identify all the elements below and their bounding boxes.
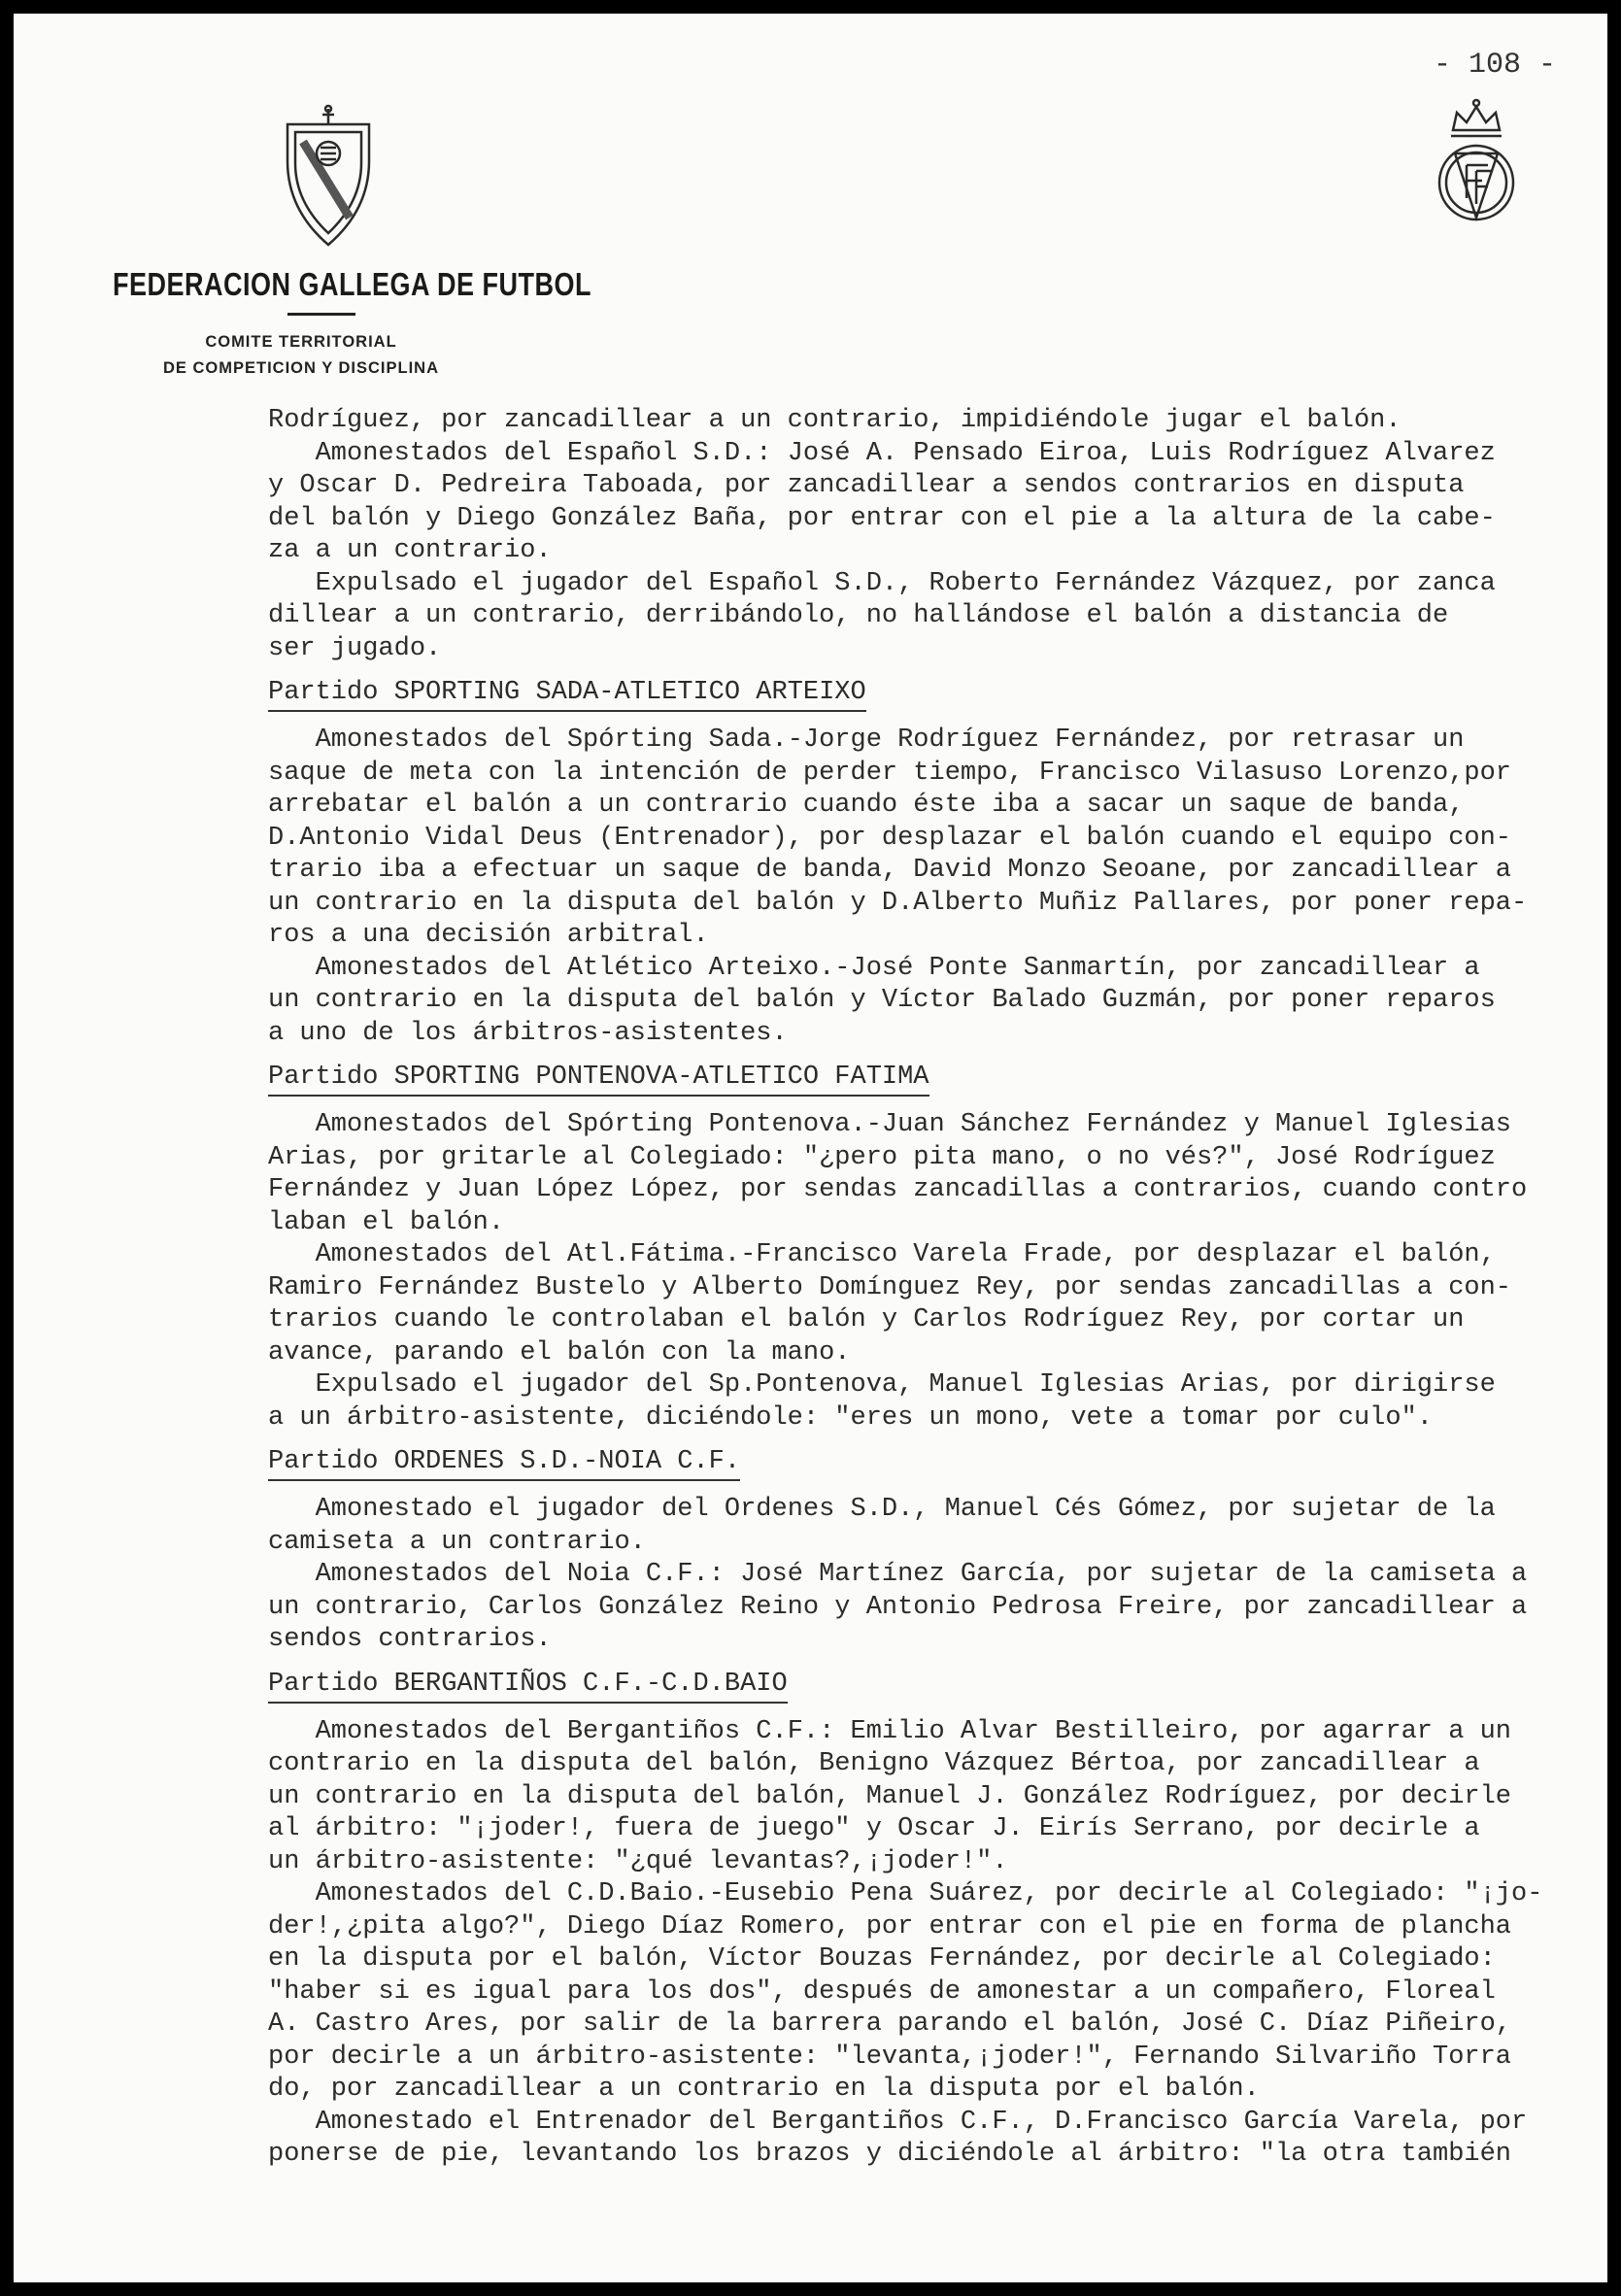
match-heading-bergantinos-baio: Partido BERGANTIÑOS C.F.-C.D.BAIO — [268, 1669, 788, 1704]
paragraph: Amonestados del Noia C.F.: José Martínez García, por sujetar de la camiseta a un contrario, Carlos González Reino y Antonio Pedrosa Freire, por zancadillear a sendos contrarios. — [268, 1560, 1528, 1654]
paragraph: Amonestado el Entrenador del Bergantiños C.F., D.Francisco García Varela, por ponerse de pie, levantando los brazos y diciéndole al árbitro: "la otra también — [268, 2107, 1528, 2169]
paragraph: Amonestado el jugador del Ordenes S.D., Manuel Cés Gómez, por sujetar de la camiseta a un contrario. — [268, 1495, 1496, 1557]
committee-line-2: DE COMPETICION Y DISCIPLINA — [162, 359, 439, 377]
document-body — [268, 405, 1589, 2172]
paragraph: Amonestados del Bergantiños C.F.: Emilio Alvar Bestilleiro, por agarrar a un contrario en la disputa del balón, Benigno Vázquez Bértoa, por zancadillear a un contrario en la disputa del balón, Manuel J. González Rodríguez, por decirle al árbitro: "¡joder!, fuera de juego" y Oscar J. Eirís Serrano, por decirle a un árbitro-asistente: "¿qué levantas?,¡joder!". — [268, 1716, 1512, 1876]
federation-title: FEDERACION GALLEGA DE FUTBOL — [113, 266, 591, 303]
paragraph: Amonestados del Atl.Fátima.-Francisco Varela Frade, por desplazar el balón, Ramiro Fernández Bustelo y Alberto Domínguez Rey, por sendas zancadillas a con- trarios cuando le controlaban el balón y Carlos Rodríguez Rey, por cortar un avance, parando el balón con la mano. — [268, 1240, 1512, 1367]
page-number: - 108 - — [1434, 49, 1557, 82]
paragraph: Amonestados del Español S.D.: José A. Pensado Eiroa, Luis Rodríguez Alvarez y Oscar D. Pedreira Taboada, por zancadillear a sendos contrarios en disputa del balón y Diego González Baña, por entrar con el pie a la altura de la cabe- za a un contrario. — [268, 438, 1496, 565]
title-divider — [287, 313, 355, 316]
paragraph: Amonestados del C.D.Baio.-Eusebio Pena Suárez, por decirle al Colegiado: "¡jo- der!,¿pita algo?", Diego Díaz Romero, por entrar con el pie en forma de plancha en la disputa por el balón, Víctor Bouzas Fernández, por decirle al Colegiado: "haber si es igual para los dos", después de amonestar a un compañero, Floreal A. Castro Ares, por salir de la barrera parando el balón, José C. Díaz Piñeiro, por decirle a un árbitro-asistente: "levanta,¡joder!", Fernando Silvariño Torra do, por zancadillear a un contrario en la disputa por el balón. — [268, 1879, 1543, 2104]
shield-crest-icon — [282, 103, 375, 249]
paragraph: Expulsado el jugador del Español S.D., Roberto Fernández Vázquez, por zanca dillear a un contrario, derribándolo, no hallándose el balón a distancia de ser jugado. — [268, 568, 1496, 663]
document-page — [14, 14, 1607, 2282]
paragraph: Amonestados del Atlético Arteixo.-José Ponte Sanmartín, por zancadillear a un contrario en la disputa del balón y Víctor Balado Guzmán, por poner reparos a uno de los árbitros-asistentes. — [268, 953, 1496, 1048]
paragraph: Amonestados del Spórting Pontenova.-Juan Sánchez Fernández y Manuel Iglesias Arias, por gritarle al Colegiado: "¿pero pita mano, o no vés?", José Rodríguez Fernández y Juan López López, por sendas zancadillas a contrarios, cuando contro laban el balón. — [268, 1110, 1528, 1237]
match-heading-ordenes-noia: Partido ORDENES S.D.-NOIA C.F. — [268, 1446, 740, 1481]
match-heading-pontenova-fatima: Partido SPORTING PONTENOVA-ATLETICO FATIMA — [268, 1062, 929, 1097]
crowned-federation-emblem-icon — [1432, 97, 1521, 233]
paragraph: Expulsado el jugador del Sp.Pontenova, Manuel Iglesias Arias, por dirigirse a un árbitro-asistente, diciéndole: "eres un mono, vete a tomar por culo". — [268, 1370, 1496, 1433]
match-heading-sada-arteixo: Partido SPORTING SADA-ATLETICO ARTEIXO — [268, 677, 866, 712]
paragraph: Amonestados del Spórting Sada.-Jorge Rodríguez Fernández, por retrasar un saque de meta con la intención de perder tiempo, Francisco Vilasuso Lorenzo,por arrebatar el balón a un contrario cuando éste iba a sacar un saque de banda, D.Antonio Vidal Deus (Entrenador), por desplazar el balón cuando el equipo con- trario iba a efectuar un saque de banda, David Monzo Seoane, por zancadillear a un contrario en la disputa del balón y D.Alberto Muñiz Pallares, por poner repa- ros a una decisión arbitral. — [268, 726, 1528, 950]
committee-line-1: COMITE TERRITORIAL — [205, 333, 397, 351]
paragraph: Rodríguez, por zancadillear a un contrario, impidiéndole jugar el balón. — [268, 406, 1401, 435]
committee-heading — [146, 329, 456, 382]
